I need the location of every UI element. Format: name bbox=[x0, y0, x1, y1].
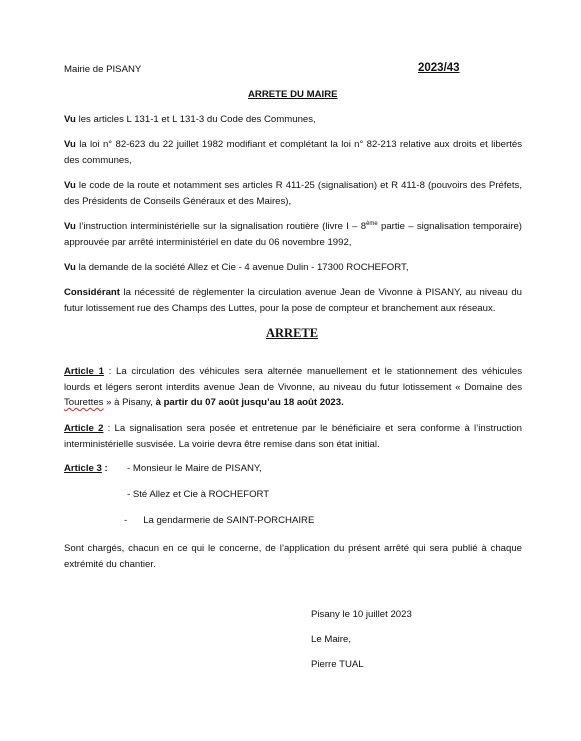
vu-label: Vu bbox=[64, 114, 76, 125]
closing-paragraph: Sont chargés, chacun en ce qui le concerne, de l’application du présent arrêté qui sera publié à chaque extrémité du chantier. bbox=[64, 543, 522, 570]
article-3-heading: Article 3 : bbox=[64, 463, 108, 474]
spellcheck-word: Tourettes bbox=[64, 397, 104, 408]
document-title: ARRETE DU MAIRE bbox=[248, 89, 338, 100]
vu-paragraph-2: Vu la loi n° 82-623 du 22 juillet 1982 modifiant et complétant la loi n° 82-213 relative aux droits et libertés des communes, bbox=[64, 139, 522, 166]
vu-label: Vu bbox=[64, 262, 76, 273]
vu-paragraph-4: Vu l’instruction interministérielle sur la signalisation routière (livre I – 8ème partie – signalisation temporaire) approuvée par arrêté interministériel en date du 06 novembre 1992, bbox=[64, 220, 522, 248]
considerant-paragraph: Considérant la nécessité de règlementer la circulation avenue Jean de Vivonne à PISANY, au niveau du futur lotissement rue des Champs des Luttes, pour la pose de compteur et branchement aux réseaux. bbox=[64, 287, 522, 314]
mairie-name: Mairie de PISANY bbox=[64, 64, 142, 75]
vu-paragraph-1: Vu les articles L 131-1 et L 131-3 du Code des Communes, bbox=[64, 114, 316, 125]
vu-paragraph-3: Vu le code de la route et notamment ses articles R 411-25 (signalisation) et R 411-8 (pouvoirs des Préfets, des Présidents de Conseils Généraux et des Maires), bbox=[64, 180, 522, 207]
recipient-3: - La gendarmerie de SAINT-PORCHAIRE bbox=[124, 515, 315, 526]
article-1-label: Article 1 bbox=[64, 366, 104, 377]
recipient-1: - Monsieur le Maire de PISANY, bbox=[127, 463, 262, 474]
arrete-number: 2023/43 bbox=[418, 62, 460, 74]
article-2-label: Article 2 bbox=[64, 423, 104, 434]
recipient-2: - Sté Allez et Cie à ROCHEFORT bbox=[127, 489, 270, 500]
arrete-heading: ARRETE bbox=[266, 326, 319, 340]
vu-paragraph-5: Vu la demande de la société Allez et Cie - 4 avenue Dulin - 17300 ROCHEFORT, bbox=[64, 262, 409, 273]
considerant-label: Considérant bbox=[64, 287, 120, 298]
vu-label: Vu bbox=[64, 221, 76, 232]
vu-label: Vu bbox=[64, 139, 76, 150]
article-3-label: Article 3 bbox=[64, 463, 102, 474]
signature-role: Le Maire, bbox=[311, 634, 351, 645]
signature-name: Pierre TUAL bbox=[311, 659, 364, 670]
article-1: Article 1 : La circulation des véhicules sera alternée manuellement et le stationnement des véhicules lourds et légers seront interdits avenue Jean de Vivonne, au niveau du futur lotissement « Domaine des Tourettes » à Pisany, à partir du 07 août jusqu’au 18 août 2023. bbox=[64, 366, 522, 408]
vu-label: Vu bbox=[64, 180, 76, 191]
signature-place-date: Pisany le 10 juillet 2023 bbox=[311, 609, 412, 620]
article-2: Article 2 : La signalisation sera posée et entretenue par le bénéficiaire et sera conforme à l’instruction interministérielle susvisée. La voirie devra être remise dans son état initial. bbox=[64, 423, 522, 450]
